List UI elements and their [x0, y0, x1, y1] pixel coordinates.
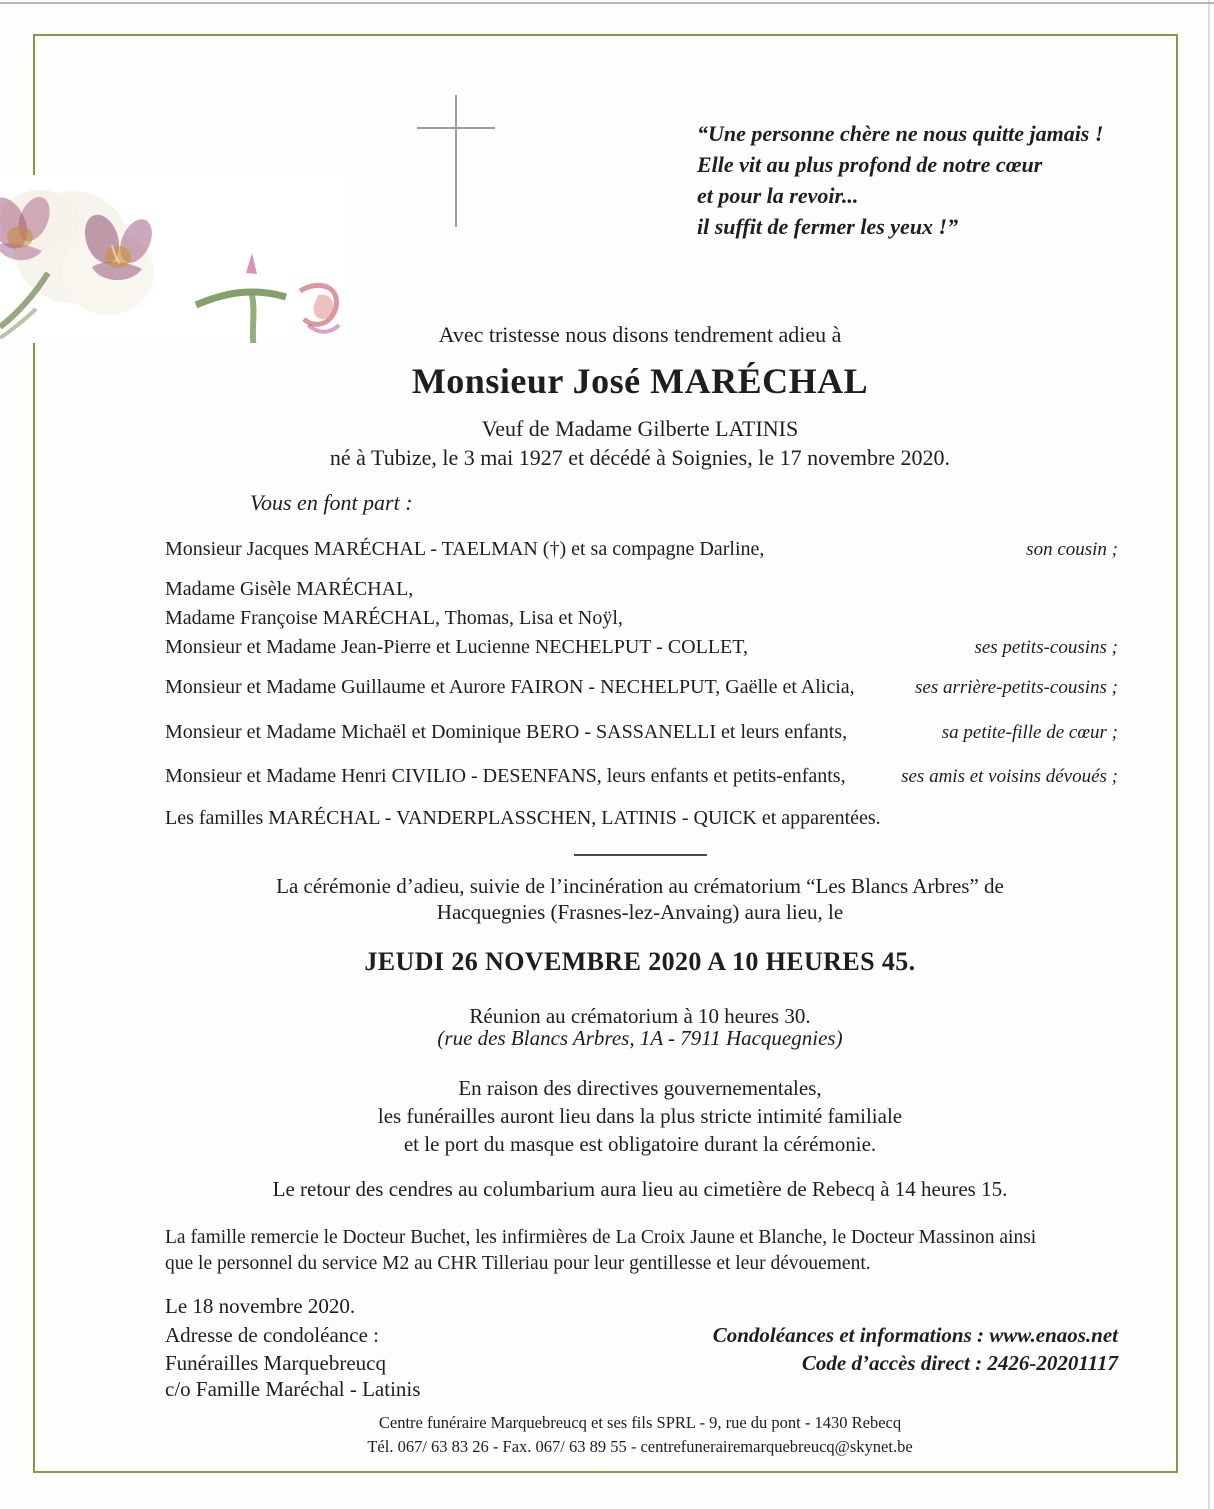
covid-line-3: et le port du masque est obligatoire durant la cérémonie.	[403, 1132, 877, 1156]
covid-line-1: En raison des directives gouvernementales,	[458, 1076, 822, 1100]
family-row	[165, 721, 1118, 744]
family-row	[165, 538, 1118, 561]
quote-line: il suffit de fermer les yeux !”	[697, 214, 959, 239]
section-divider	[574, 854, 707, 856]
footer-line-2: Tél. 067/ 63 83 26 - Fax. 067/ 63 89 55 - centrefunerairemarquebreucq@skynet.be	[367, 1437, 913, 1456]
footer-line-1: Centre funéraire Marquebreucq et ses fils SPRL - 9, rue du pont - 1430 Rebecq	[378, 1413, 902, 1432]
family-names: Monsieur et Madame Guillaume et Aurore FAIRON - NECHELPUT, Gaëlle et Alicia,	[165, 676, 855, 698]
family-names: Monsieur et Madame Michaël et Dominique BERO - SASSANELLI et leurs enfants,	[165, 721, 848, 743]
family-relation: sa petite-fille de cœur ;	[941, 722, 1118, 743]
access-code: Code d’accès direct : 2426-20201117	[801, 1351, 1118, 1375]
condolence-address-label: Adresse de condoléance :	[165, 1323, 379, 1347]
condolence-address-1: Funérailles Marquebreucq	[165, 1351, 387, 1375]
family-row	[165, 676, 1118, 699]
thanks-line-2: que le personnel du service M2 au CHR Tilleriau pour leur gentillesse et leur dévouement.	[165, 1253, 871, 1274]
ceremony-line-2: Hacquegnies (Frasnes-lez-Anvaing) aura lieu, le	[436, 900, 844, 924]
ceremony-line-1: La cérémonie d’adieu, suivie de l’incinération au crématorium “Les Blancs Arbres” de	[276, 874, 1004, 898]
reunion-line: Réunion au crématorium à 10 heures 30.	[469, 1004, 811, 1028]
family-row	[165, 807, 1118, 830]
family-names: Monsieur et Madame Jean-Pierre et Lucienne NECHELPUT - COLLET,	[165, 636, 748, 658]
life-dates-line: né à Tubize, le 3 mai 1927 et décédé à Soignies, le 17 novembre 2020.	[329, 445, 951, 470]
scan-edge-top	[0, 2, 1214, 4]
family-row	[165, 765, 1118, 788]
family-names: Madame Gisèle MARÉCHAL,	[165, 578, 414, 600]
widower-line: Veuf de Madame Gilberte LATINIS	[481, 416, 799, 441]
ceremony-datetime: JEUDI 26 NOVEMBRE 2020 A 10 HEURES 45.	[364, 947, 916, 976]
family-names: Monsieur et Madame Henri CIVILIO - DESENFANS, leurs enfants et petits-enfants,	[165, 765, 846, 787]
quote-line: et pour la revoir...	[697, 183, 859, 208]
announcement-intro: Avec tristesse nous disons tendrement adieu à	[438, 322, 842, 347]
memorial-quote	[697, 118, 1137, 242]
family-relation: ses amis et voisins dévoués ;	[901, 766, 1118, 787]
ashes-return-line: Le retour des cendres au columbarium aura lieu au cimetière de Rebecq à 14 heures 15.	[272, 1177, 1008, 1201]
closing-date: Le 18 novembre 2020.	[165, 1294, 356, 1318]
quote-line: Elle vit au plus profond de notre cœur	[697, 152, 1043, 177]
family-row	[165, 607, 1118, 630]
online-condolences: Condoléances et informations : www.enaos.net	[712, 1323, 1118, 1347]
family-row	[165, 636, 1118, 659]
family-intro: Vous en font part :	[250, 490, 413, 515]
family-relation: son cousin ;	[1026, 539, 1118, 560]
condolence-address-2: c/o Famille Maréchal - Latinis	[165, 1377, 421, 1401]
crematorium-address: (rue des Blancs Arbres, 1A - 7911 Hacquegnies)	[437, 1026, 843, 1050]
scan-edge-right	[1208, 0, 1210, 1509]
covid-line-2: les funérailles auront lieu dans la plus stricte intimité familiale	[377, 1104, 903, 1128]
family-names: Les familles MARÉCHAL - VANDERPLASSCHEN, LATINIS - QUICK et apparentées.	[165, 807, 881, 829]
family-names: Monsieur Jacques MARÉCHAL - TAELMAN (†) et sa compagne Darline,	[165, 538, 765, 560]
family-relation: ses arrière-petits-cousins ;	[915, 677, 1118, 698]
thanks-line-1: La famille remercie le Docteur Buchet, les infirmières de La Croix Jaune et Blanche, le Docteur Massinon ainsi	[165, 1227, 1037, 1248]
family-row	[165, 578, 1118, 601]
family-relation: ses petits-cousins ;	[974, 637, 1118, 658]
family-names: Madame Françoise MARÉCHAL, Thomas, Lisa et Noÿl,	[165, 607, 623, 629]
orchid-photo	[0, 175, 350, 343]
deceased-name: Monsieur José MARÉCHAL	[411, 361, 869, 401]
quote-line: “Une personne chère ne nous quitte jamais !	[697, 121, 1104, 146]
